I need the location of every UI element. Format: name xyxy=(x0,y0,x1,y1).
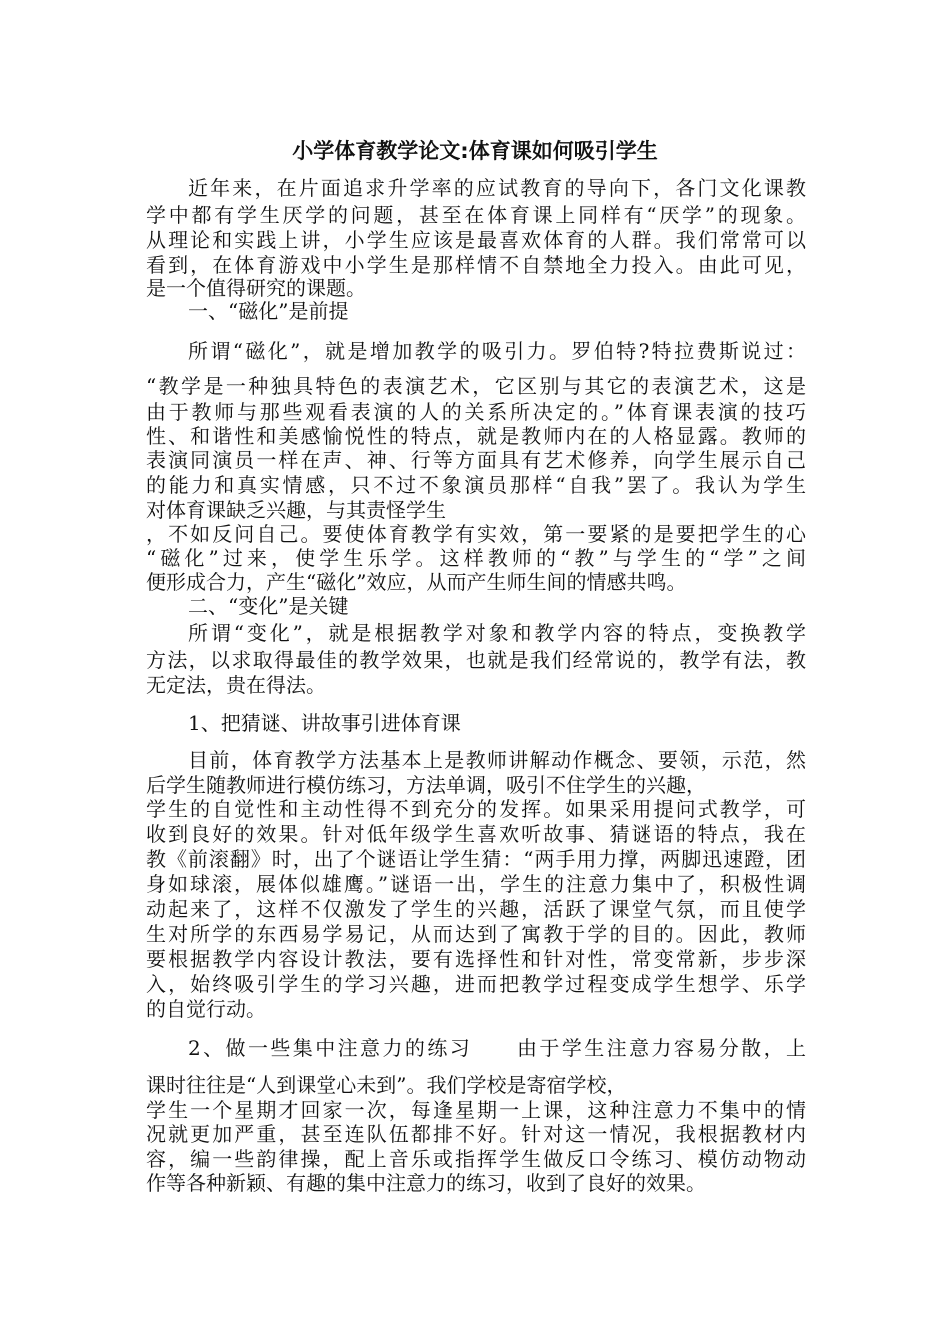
text-line: 课时往往是“人到课堂心未到”。我们学校是寄宿学校， xyxy=(146,1073,627,1097)
text-line: 性、和谐性和美感愉悦性的特点，就是教师内在的人格显露。教师的 xyxy=(146,424,806,448)
text-line: 对体育课缺乏兴趣，与其责怪学生 xyxy=(146,498,446,522)
text-line: 所谓“变化”，就是根据教学对象和教学内容的特点，变换教学 xyxy=(188,621,806,645)
text-line: 教《前滚翻》时，出了个谜语让学生猜：“两手用力撑，两脚迅速蹬，团 xyxy=(146,847,806,871)
text-line: 由于教师与那些观看表演的人的关系所决定的。”体育课表演的技巧 xyxy=(146,400,806,424)
text-line: 身如球滚，展体似雄鹰。”谜语一出，学生的注意力集中了，积极性调 xyxy=(146,872,806,896)
text-line: 表演同演员一样在声、神、行等方面具有艺术修养，向学生展示自己 xyxy=(146,448,806,472)
text-line: 看到，在体育游戏中小学生是那样情不自禁地全力投入。由此可见， xyxy=(146,253,806,277)
subsection-heading: 1、把猜谜、讲故事引进体育课 xyxy=(188,711,461,735)
text-line: 目前，体育教学方法基本上是教师讲解动作概念、要领，示范，然 xyxy=(188,748,806,772)
text-line: 学生一个星期才回家一次，每逢星期一上课，这种注意力不集中的情 xyxy=(146,1098,806,1122)
text-line: 况就更加严重，甚至连队伍都排不好。针对这一情况，我根据教材内 xyxy=(146,1122,806,1146)
text-line: 后学生随教师进行模仿练习，方法单调，吸引不住学生的兴趣， xyxy=(146,773,706,797)
text-line: 学中都有学生厌学的问题，甚至在体育课上同样有“厌学”的现象。 xyxy=(146,203,806,227)
text-line: 生对所学的东西易学易记，从而达到了寓教于学的目的。因此，教师 xyxy=(146,922,806,946)
text-line: 是一个值得研究的课题。 xyxy=(146,276,366,300)
text-line: 的自觉行动。 xyxy=(146,997,266,1021)
text-line: 要根据教学内容设计教法，要有选择性和针对性，常变常新，步步深 xyxy=(146,947,806,971)
text-line: 近年来，在片面追求升学率的应试教育的导向下，各门文化课教 xyxy=(188,176,806,200)
text-line: 方法，以求取得最佳的教学效果，也就是我们经常说的，教学有法，教 xyxy=(146,648,806,672)
text-line: 便形成合力，产生“磁化”效应，从而产生师生间的情感共鸣。 xyxy=(146,570,687,594)
section-heading: 二、“变化”是关键 xyxy=(188,594,349,618)
text-line: 作等各种新颖、有趣的集中注意力的练习，收到了良好的效果。 xyxy=(146,1171,706,1195)
text-line: 容，编一些韵律操，配上音乐或指挥学生做反口令练习、模仿动物动 xyxy=(146,1147,806,1171)
text-line: 的能力和真实情感，只不过不象演员那样“自我”罢了。我认为学生 xyxy=(146,473,806,497)
text-line: 从理论和实践上讲，小学生应该是最喜欢体育的人群。我们常常可以 xyxy=(146,228,806,252)
text-line: 收到良好的效果。针对低年级学生喜欢听故事、猜谜语的特点，我在 xyxy=(146,822,806,846)
text-line: 学生的自觉性和主动性得不到充分的发挥。如果采用提问式教学，可 xyxy=(146,797,806,821)
text-line: “磁化”过来，使学生乐学。这样教师的“教”与学生的“学”之间 xyxy=(146,546,806,570)
section-heading: 一、“磁化”是前提 xyxy=(188,299,349,323)
document-title: 小学体育教学论文:体育课如何吸引学生 xyxy=(292,139,658,163)
text-line: 动起来了，这样不仅激发了学生的兴趣，活跃了课堂气氛，而且使学 xyxy=(146,897,806,921)
text-line: ，不如反问自己。要使体育教学有实效，第一要紧的是要把学生的心 xyxy=(146,522,806,546)
text-line: 无定法，贵在得法。 xyxy=(146,673,326,697)
text-line: “教学是一种独具特色的表演艺术，它区别与其它的表演艺术，这是 xyxy=(146,374,806,398)
subsection-heading: 2、做一些集中注意力的练习 由于学生注意力容易分散，上 xyxy=(188,1036,806,1060)
text-line: 入，始终吸引学生的学习兴趣，进而把教学过程变成学生想学、乐学 xyxy=(146,972,806,996)
text-line: 所谓“磁化”，就是增加教学的吸引力。罗伯特?特拉费斯说过： xyxy=(188,339,806,363)
